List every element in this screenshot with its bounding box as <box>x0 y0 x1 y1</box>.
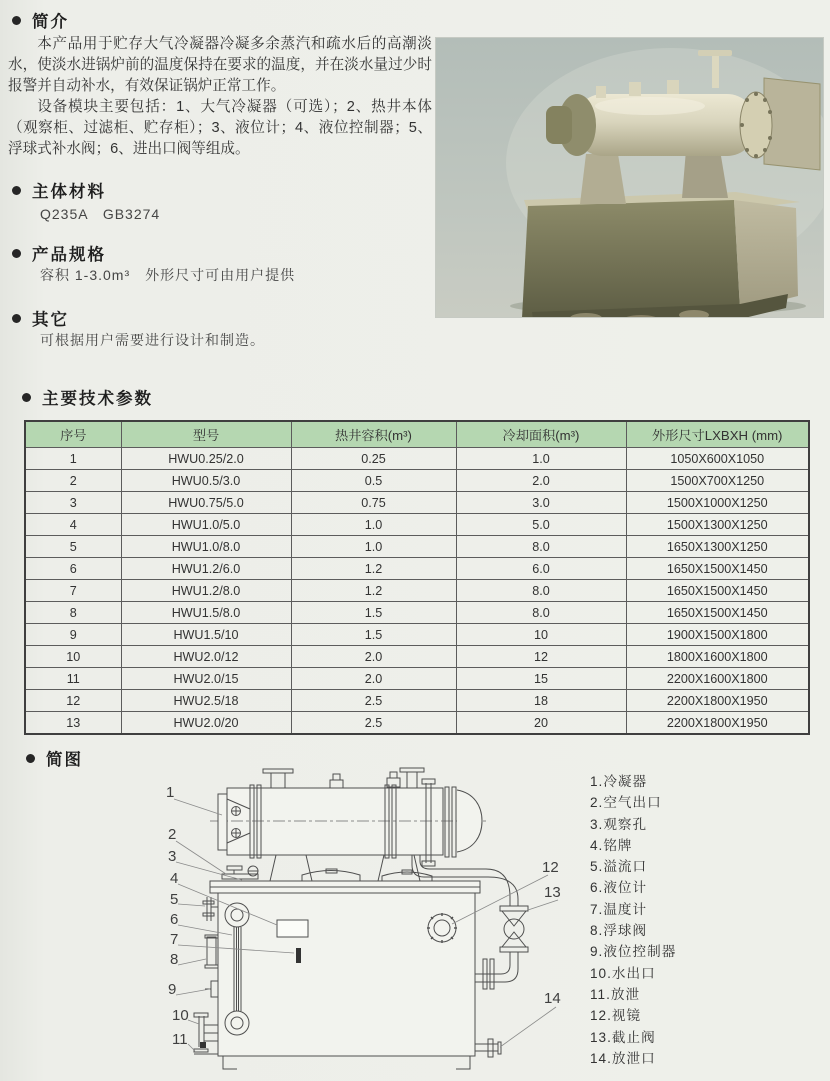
table-cell: 1050X600X1050 <box>626 448 809 470</box>
intro-paragraph-1: 本产品用于贮存大气冷凝器冷凝多余蒸汽和疏水后的高潮淡水，使淡水进锅炉前的温度保持在要求的温度，并在淡水量过少时报警并自动补水，有效保证锅炉正常工作。 <box>8 36 432 94</box>
table-cell: 2200X1800X1950 <box>626 690 809 712</box>
table-row <box>25 646 809 668</box>
table-cell: 13 <box>25 712 121 735</box>
legend-item: 14.放泄口 <box>590 1050 656 1066</box>
table-cell: 10 <box>456 624 626 646</box>
table-row <box>25 712 809 735</box>
table-cell: 1.2 <box>291 580 456 602</box>
table-cell: 1650X1300X1250 <box>626 536 809 558</box>
table-cell: HWU1.2/6.0 <box>121 558 291 580</box>
callout-6: 6 <box>170 911 179 928</box>
callout-4: 4 <box>170 870 179 887</box>
legend-item: 3.观察孔 <box>590 816 648 832</box>
legend-item: 2.空气出口 <box>590 795 662 811</box>
intro-paragraphs <box>8 34 432 160</box>
bullet-icon <box>22 393 31 402</box>
table-cell: 4 <box>25 514 121 536</box>
table-cell: 0.5 <box>291 470 456 492</box>
table-cell: HWU2.0/20 <box>121 712 291 735</box>
table-cell: 8.0 <box>456 580 626 602</box>
table-cell: 1500X700X1250 <box>626 470 809 492</box>
table-cell: HWU0.75/5.0 <box>121 492 291 514</box>
table-cell: 1500X1000X1250 <box>626 492 809 514</box>
section-material-heading <box>12 178 106 202</box>
legend-item: 9.液位控制器 <box>590 944 677 960</box>
bullet-icon <box>26 754 35 763</box>
section-params-heading <box>22 385 153 409</box>
table-cell: HWU2.5/18 <box>121 690 291 712</box>
table-cell: 8.0 <box>456 602 626 624</box>
legend-item: 13.截止阀 <box>590 1029 656 1045</box>
table-cell: HWU0.25/2.0 <box>121 448 291 470</box>
table-cell: 20 <box>456 712 626 735</box>
legend-item: 1.冷凝器 <box>590 774 648 789</box>
legend-item: 5.溢流口 <box>590 859 648 875</box>
table-row <box>25 624 809 646</box>
callout-10: 10 <box>172 1007 189 1024</box>
col-header-index: 序号 <box>25 421 121 448</box>
table-cell: 8 <box>25 602 121 624</box>
callout-1: 1 <box>166 784 175 801</box>
legend-item: 12.视镜 <box>590 1008 642 1024</box>
table-row <box>25 514 809 536</box>
table-row <box>25 580 809 602</box>
table-cell: 1.0 <box>291 514 456 536</box>
table-cell: 1.0 <box>291 536 456 558</box>
table-cell: 1650X1500X1450 <box>626 558 809 580</box>
table-cell: 2.0 <box>291 668 456 690</box>
params-table-body <box>25 448 809 735</box>
section-spec-heading <box>12 241 106 265</box>
table-cell: HWU1.5/8.0 <box>121 602 291 624</box>
section-title: 主要技术参数 <box>42 390 153 408</box>
table-row <box>25 668 809 690</box>
callout-8: 8 <box>170 951 179 968</box>
col-header-volume: 热井容积(m³) <box>291 421 456 448</box>
table-cell: 1800X1600X1800 <box>626 646 809 668</box>
table-header-row <box>25 421 809 448</box>
intro-paragraph-2: 设备模块主要包括：1、大气冷凝器（可选）；2、热井本体（观察柜、过滤柜、贮存柜）；3、液位计；4、液位控制器；5、浮球式补水阀；6、进出口阀等组成。 <box>8 99 432 157</box>
table-cell: 1.2 <box>291 558 456 580</box>
table-cell: 18 <box>456 690 626 712</box>
callout-3: 3 <box>168 848 177 865</box>
callout-7: 7 <box>170 931 179 948</box>
section-title: 产品规格 <box>32 246 106 264</box>
table-cell: 1.0 <box>456 448 626 470</box>
callout-13: 13 <box>544 884 561 901</box>
callout-5: 5 <box>170 891 179 908</box>
callout-2: 2 <box>168 826 177 843</box>
table-row <box>25 602 809 624</box>
table-cell: HWU1.5/10 <box>121 624 291 646</box>
table-cell: 6 <box>25 558 121 580</box>
table-cell: 0.75 <box>291 492 456 514</box>
table-cell: HWU2.0/12 <box>121 646 291 668</box>
section-title: 简介 <box>32 13 69 31</box>
legend-item: 6.液位计 <box>590 880 648 896</box>
other-content: 可根据用户需要进行设计和制造。 <box>40 332 265 348</box>
table-cell: 1.5 <box>291 602 456 624</box>
table-row <box>25 690 809 712</box>
table-cell: 2200X1600X1800 <box>626 668 809 690</box>
legend-item: 8.浮球阀 <box>590 923 648 939</box>
section-diagram-heading <box>26 746 83 770</box>
table-cell: 12 <box>25 690 121 712</box>
section-intro-heading <box>12 8 69 32</box>
table-cell: 5 <box>25 536 121 558</box>
material-content: Q235A GB3274 <box>40 206 161 222</box>
table-cell: 3 <box>25 492 121 514</box>
table-cell: HWU1.0/5.0 <box>121 514 291 536</box>
table-cell: 1 <box>25 448 121 470</box>
bullet-icon <box>12 16 21 25</box>
table-cell: 15 <box>456 668 626 690</box>
table-cell: 10 <box>25 646 121 668</box>
table-cell: 9 <box>25 624 121 646</box>
callout-9: 9 <box>168 981 177 998</box>
bullet-icon <box>12 314 21 323</box>
table-row <box>25 492 809 514</box>
col-header-dims: 外形尺寸LXBXH (mm) <box>626 421 809 448</box>
table-cell: 2200X1800X1950 <box>626 712 809 735</box>
table-cell: 3.0 <box>456 492 626 514</box>
table-row <box>25 470 809 492</box>
legend-item: 4.铭牌 <box>590 837 633 853</box>
legend-item: 7.温度计 <box>590 901 648 917</box>
table-row <box>25 448 809 470</box>
spec-content: 容积 1-3.0m³ 外形尺寸可由用户提供 <box>40 267 296 283</box>
table-cell: 12 <box>456 646 626 668</box>
col-header-model: 型号 <box>121 421 291 448</box>
table-cell: 0.25 <box>291 448 456 470</box>
table-cell: 11 <box>25 668 121 690</box>
bullet-icon <box>12 249 21 258</box>
callout-12: 12 <box>542 859 559 876</box>
table-cell: 1.5 <box>291 624 456 646</box>
legend-item: 10.水出口 <box>590 965 656 981</box>
schematic-diagram <box>130 763 585 1078</box>
section-title: 主体材料 <box>32 183 106 201</box>
table-cell: 2.5 <box>291 712 456 735</box>
product-photo-image <box>436 38 823 317</box>
callout-14: 14 <box>544 990 561 1007</box>
table-cell: 1500X1300X1250 <box>626 514 809 536</box>
callout-11: 11 <box>172 1031 188 1048</box>
table-row <box>25 558 809 580</box>
table-cell: HWU2.0/15 <box>121 668 291 690</box>
table-cell: 5.0 <box>456 514 626 536</box>
legend-item: 11.放泄 <box>590 986 641 1002</box>
table-cell: 6.0 <box>456 558 626 580</box>
table-cell: HWU1.2/8.0 <box>121 580 291 602</box>
table-cell: 1900X1500X1800 <box>626 624 809 646</box>
table-cell: 2.5 <box>291 690 456 712</box>
table-cell: 1650X1500X1450 <box>626 602 809 624</box>
table-cell: 2.0 <box>456 470 626 492</box>
section-title: 其它 <box>32 311 69 329</box>
table-cell: 2 <box>25 470 121 492</box>
table-cell: HWU0.5/3.0 <box>121 470 291 492</box>
table-cell: HWU1.0/8.0 <box>121 536 291 558</box>
section-other-heading <box>12 306 69 330</box>
table-cell: 8.0 <box>456 536 626 558</box>
diagram-legend <box>590 771 676 1069</box>
table-row <box>25 536 809 558</box>
col-header-area: 冷却面积(m³) <box>456 421 626 448</box>
schematic-drawing <box>130 763 585 1078</box>
product-photo <box>435 37 824 318</box>
table-cell: 1650X1500X1450 <box>626 580 809 602</box>
bullet-icon <box>12 186 21 195</box>
table-cell: 2.0 <box>291 646 456 668</box>
section-title: 简图 <box>46 751 83 769</box>
table-cell: 7 <box>25 580 121 602</box>
params-table <box>24 420 810 735</box>
